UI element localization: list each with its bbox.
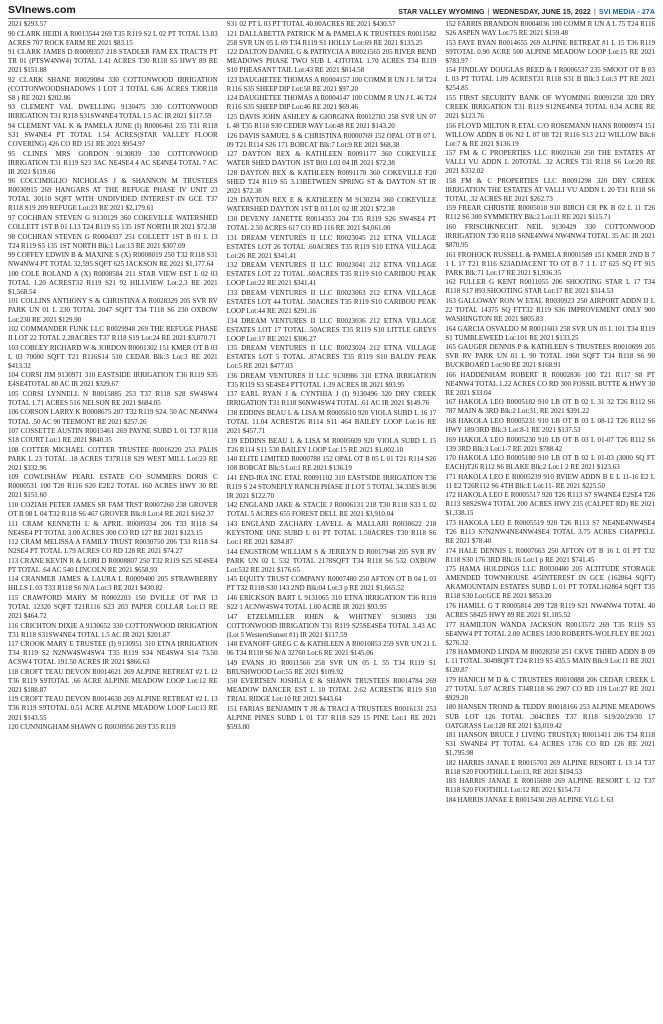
tax-listing-entry: 111 CRAM KENNETH L & APRIL R0009334 206 T33 R118 S4 NE4SE4 PT TOTAL 3.00 ACRES 300 CO RD 127 RE 2021 $123.15: [8, 519, 218, 537]
tax-listing-entry: 100 COLE ROLAND A (X) R0008584 211 STAR VIEW EST L 02 03 TOTAL 1.20 ACREST32 R119 S21 92 HILLVIEW Lot:2,3 RE 2021 $1,568.54: [8, 269, 218, 296]
tax-listing-entry: 142 ENGLAND JAKE & STACIE J R0006131 218 T30 R118 S33 L 02 TOTAL 5 ACRES 655 FOREST DELL RE 2021 $3,910.04: [226, 501, 437, 519]
tax-listing-entry: 101 COLLINS ANTHONY S & CHRISTINA A R0028329 205 SVR RV PARK UN 01 L 230 TOTAL 2047 SQFT T34 T118 S6 230 OXBOW Lot:230 RE 2021 $129.90: [8, 297, 218, 324]
tax-listing-entry: 138 EDDINS BEAU L & LISA M R0005610 920 VIOLA SUBD L 16 17 TOTAL 11.04 ACREST26 R114 S11 464 BAILEY LOOP Lot:16 RE 2021 $457.71: [226, 408, 437, 436]
tax-listing-entry: 155 FIRST SECURITY BANK OF WYOMING R0091258 320 DRY CREEK IRRIGATION T31 R119 S12NE4NE4 TOTAL 0.34 ACRE RE 2021 $123.76: [445, 93, 656, 120]
tax-listing-entry: 128 DAYTON REX & KATHLEEN R0091178 360 COKEVILLE F20 SHED T24 R119 S5 3.13BETWEEN SPRING ST & DAYTON ST IR 2021 $72.38: [226, 168, 437, 195]
tax-listing-entry: 118 CROFT TEAU DEVON R0014621 269 ALPINE RETREAT #2 L 12 T36 R119 S9TOTAL .66 ACRE ALPINE MEADOW LOOP Lot:12 RE 2021 $188.87: [8, 667, 218, 694]
tax-listing-entry: 108 COTTER MICHAEL COTTER TRUSTEE R0016220 253 PALIS PARK L 23 TOTAL .18 ACRES T37R118 S29 WEST MILL Lot:23 RE 2021 $332.96: [8, 445, 218, 472]
tax-listing-entry: 117 CROOK MARY E TRUSTEE (I) 9130951 310 ETNA IRRIGATION T34 R119 S2 N2NW4SW4SW4 T35 R119 S34 NE4SW4 S14 73.50 ACSW4 TOTAL 191.50 ACRES IR 2021 $866.63: [8, 640, 218, 667]
tax-listing-entry: 99 COFFEY EDWIN B & MAXINE S (X) R0008019 250 T32 R118 S31 NW4NW4 PT TOTAL 32,595 SQFT 625 JACKSON RE 2021 $1,177.64: [8, 251, 218, 269]
tax-listing-entry: 110 COZIAH PETER JAMES SR FAM TRST R0007260 238 GROVER OT B 08 L 04 T32 R118 S6 467 GROVER Blk:8 Lot:4 RE 2021 $162.37: [8, 500, 218, 518]
column-3: [445, 20, 655, 1020]
tax-listing-entry: 114 CRANMER JAMES & LAURA L R0009400 205 STRAWBERRY HILLS L 03 T33 R118 S6 N/A Lot:3 RE 2021 $430.82: [8, 575, 218, 593]
tax-listing-entry: 160 FRISCHKNECHT NEIL 9130429 330 COTTONWOOD IRRIGATION T30 R118 S6NE4NW4 NW4NW4 TOTAL 35 AC IR 2021 $870.95: [445, 223, 656, 250]
tax-listing-entry: 147 ETZELMILLER RHEN & WHITNEY 9130893 330 COTTONWOOD IRRIGATION T31 R119 S25SE4SE4 TOTAL 3.43 AC (Lot 5 WesternSunset #1) IR 2021 $117.59: [226, 612, 437, 639]
tax-listing-entry: 145 EQUITY TRUST COMPANY R0007480 250 AFTON OT B 04 L 03 PT T32 R118 S30 143 2ND Blk:04 Lot:3 p RE 2021 $1,665.52: [226, 575, 437, 593]
tax-listing-entry: 183 HARRIS JANAE E R0015698 269 ALPINE RESORT L 12 T37 R118 S20 FOOTHILL Lot:12 RE 2021 $154.73: [445, 777, 656, 795]
tax-listing-entry: 161 FROHOCK RUSSELL & PAMELA R0001589 151 KMER 2ND B 7 1 L 17 T21 R116 S23ADJACENT TO OT B 7 1 L 17 625 SQ FT 915 PARK Blk:71 Lot:17 RE 2021 $1,936.35: [445, 250, 656, 277]
tax-listing-entry: 173 HAKOLA LEO E R0005519 920 T26 R113 S7 NE4NE4NW4SE4 T26 R113 S7N2NW4NE4NW4SE4 TOTAL 3.75 ACRES CHAPPELL RE 2021 $78.40: [445, 519, 656, 546]
tax-listing-entry: 152 FARRIS BRANDON R0004036 100 COMM R UN A L 75 T24 R116 S26 ASPEN WAY Lot:75 RE 2021 $159.48: [445, 20, 656, 38]
tax-listing-entry: 168 HAKOLA LEO R0005231 910 LB OT B 03 L 08-12 T26 R112 S6 HWY 189/3RD Blk:3 Lot:8-1 RE 2021 $137.53: [445, 417, 656, 435]
tax-listing-entry: 174 HALE DENNIS L R0007663 250 AFTON OT B 16 L 01 PT T32 R118 S30 176 3RD Blk:16 Lot:1 p RE 2021 $741.45: [445, 546, 656, 564]
tax-listing-entry: 166 HADDENHAM ROBERT R R0002836 100 T21 R117 S8 PT NE4NW4 TOTAL 1.22 ACRES CO RD 300 FOSSIL BUTTE & HWY 30 RE 2021 $33.04: [445, 370, 656, 397]
tax-listing-entry: 157 FM & C PROPERTIES LLC R0021630 250 THE ESTATES AT VALLI VU ADDN L 20TOTAL .32 ACRES T31 R118 S6 Lot:20 RE 2021 $332.02: [445, 149, 656, 176]
tax-listing-entry: 169 HAKOLA LEO R0005230 910 LB OT B 03 L 01-07 T26 R112 S6 139 3RD Blk:3 Lot:1-7 RE 2021 $788.42: [445, 435, 656, 453]
tax-listing-entry: 124 DAUGHETEE THOMAS A R0004147 100 COMM R UN J L 46 T24 R116 S35 SHEEP DIP Lot:46 RE 2021 $69.46: [226, 94, 437, 112]
tax-listing-entry: 106 CORSON LARRY K R0008675 207 T32 R119 S24. 50 AC NE4NW4 TOTAL .50 AC 90 TEEMONT RE 2021 $257.26: [8, 408, 218, 426]
tax-listing-entry: 150 EVERTSEN JOSHUA E & SHAWN TRUSTEES R0014784 269 MEADOW DANCER EST L 10 TOTAL 2.62 ACREST36 R119 S10 TRIAL RIDGE Lot:10 RE 2021 $443.64: [226, 677, 437, 704]
tax-listing-entry: 156 FLOYD MILTON R ETAL C/O ROSEMANN HANS R0000974 151 WILLOW ADDN B 06 N2 L 07 08 T21 R116 S13 212 WILLOW Blk:6 Lot:7 & RE 2021 $136.19: [445, 121, 656, 148]
tax-listing-entry: 103 COBLEY RICHARD W & JORDON R0001302 151 KMER OT B 03 L 03 70000 SQFT T21 R116S14 510 CEDAR Blk:3 Lot:3 RE 2021 $413.32: [8, 343, 218, 370]
tax-listing-entry: 132 DREAM VENTURES II LLC R0023041 212 ETNA VILLAGE ESTATES LOT 22 TOTAL .60ACRES T35 R119 S10 CARIBOU PEAK LOOP Lot:22 RE 2021 $341.41: [226, 261, 437, 288]
tax-listing-entry: 151 FARIAS BENJAMIN T JR & TRACI A TRUSTEES R0016131 253 ALPINE PINES SUBD L 01 T37 R118 S29 15 PINE Lot:1 RE 2021 $593.80: [226, 704, 437, 732]
tax-listing-entry: 163 GALLOWAY RON W ETAL R0030923 250 AIRPORT ADDN II L 22 TOTAL 14375 SQ FTT32 R119 S36 IMPROVEMENT ONLY 900 WASHINGTON RE 2021 $805.83: [445, 296, 656, 323]
tax-listing-entry: 109 COWLISHAW PEARL ESTATE C/O SUMMERS DORIS C R0000531 100 T20 R116 S20 E2E2 TOTAL 160 ACRES HWY 30 RE 2021 $151.60: [8, 473, 218, 500]
tax-listing-entry: 144 ENGSTROM WILLIAM S & JERILYN D R0017948 205 SVR RV PARK UN 02 L 532 TOTAL 2178SQFT T34 R118 S6 532 OXBOW Lot:532 RE 2021 $176.65: [226, 547, 437, 574]
tax-listing-entry: 115 CRAWFORD MARY M R0002203 150 DVILLE OT PAR 13 TOTAL 12320 SQFT T21R116 S23 203 PAPER COLLAR Lot:13 RE 2021 $464.72: [8, 593, 218, 620]
tax-listing-entry: 158 FM & C PROPERTIES LLC R0091298 320 DRY CREEK IRRIGATION THE ESTATES AT VALLI VU ADDN L 20 T31 R118 S6 TOTAL .32 ACRES RE 2021 $262.73: [445, 176, 656, 203]
tax-listing-entry: 122 DALTON DANIEL G & PATRYCIA A R0021565 205 RIVER BEND MEADOWS PHASE TWO SUB L 43TOTAL 1.70 ACRES T34 R119 S10 PHEASANT TAIL Lot:43 RE 2021 $814.58: [226, 48, 437, 75]
tax-listing-entry: 172 HAKOLA LEO E R0005517 920 T26 R113 S7 SW4NE4 E2SE4 T26 R113 S8S2SW4 TOTAL 200 ACRES HWY 235 (CALPET RD) RE 2021 $1,338.15: [445, 491, 656, 518]
tax-listing-entry: 180 HANSEN TROND & TEDDY R0018166 253 ALPINE MEADOWS SUB LOT 126 TOTAL .304CRES T37 R118 S19/20/29/30 17 OATGRASS Lot:128 RE 2021 $3,019.42: [445, 703, 656, 730]
tax-listing-entry: 140 ELITE LIMITED R0000788 152 OPAL OT B 05 L 01 T21 R114 S26 108 BOBCAT Blk:5 Lot:1 RE 2021 $136.19: [226, 455, 437, 473]
tax-listing-entry: 143 ENGLAND ZACHARY LAVELL & MALLARI R0030622 218 KEYSTONE ONE SUBD L 01 PT TOTAL 1.50ACRES T30 R118 S6 Lot:1 RE 2021 $284.87: [226, 520, 437, 547]
tax-listing-entry: 91 CLARK JAMES D R0009357 218 STADLER FAM EX TRACTS PT TR 01 (PTSW4NW4) TOTAL 1.41 ACRES T30 R118 S5 HWY 89 RE 2021 $151.88: [8, 48, 218, 75]
tax-listing-entry: 178 HAMMOND LINDA M R0028350 251 CKVE THIRD ADDN B 09 L 11 TOTAL 30498QFT T24 R119 S5 435.5 MAIN Blk:9 Lot:11 RE 2021 $120.87: [445, 648, 656, 675]
page-header: [8, 0, 655, 19]
tax-listing-entry: 139 EDDINS BEAU L & LISA M R0005609 920 VIOLA SUBD L 15 T26 R114 S11 530 BAILEY LOOP Lot:15 RE 2021 $1,002.10: [226, 436, 437, 454]
tax-listing-entry: 129 DAYTON REX E & KATHLEEN M 9130234 360 COKEVILLE WATERSHED DAYTON 1ST B 03 L01 02 IR 2021 $72.38: [226, 196, 437, 214]
tax-listing-entry: 167 HAKOLA LEO R0005182 910 LB OT B 02 L 31 32 T26 R112 S6 787 MAIN & 3RD Blk:2 Lot:31, RE 2021 $391.22: [445, 398, 656, 416]
tax-listing-entry: 148 EVANOFF GREG C & KATHLEEN A R0010853 259 SVR UN 21 L 06 T34 R118 S6 N/A 32760 Lot:6 RE 2021 $145.06: [226, 640, 437, 658]
tax-listing-entry: 153 FAYE RYAN R0014655 269 ALPINE RETREAT #1 L 15 T36 R119 S9TOTAL 0.90 ACRE 500 ALPINE MEADOW LOOP Lot:15 RE 2021 $783.97: [445, 38, 656, 65]
tax-listing-entry: 98 COCHRAN STEVEN G R0004337 251 COLLETT 1ST B 01 L 13 T24 R119 S5 135 1ST NORTH Blk:1 Lot:13 RE 2021 $307.09: [8, 232, 218, 250]
paper-name: STAR VALLEY WYOMING: [398, 9, 485, 16]
page-number: SVI MEDIA - 27A: [598, 9, 655, 16]
tax-listing-entry: 149 EVANS JO R0011566 258 SVR UN 05 L 55 T34 R119 S1 BRUSHWOOD Lot:55 RE 2021 $109.92: [226, 658, 437, 676]
tax-listing-entry: 92 CLARK SHANE R0029084 330 COTTONWOOD IRRIGATION (COTTONWOODSHADOWS I LOT 3 TOTAL 6.86 ACRES T30R118 S8 ) RE 2021 $202.86: [8, 75, 218, 102]
tax-listing-entry: 134 DREAM VENTURES II LLC R0023036 212 ETNA VILLAGE ESTATES LOT 17 TOTAL .50ACRES T35 R119 S10 LITTLE GREYS LOOP Lot:17 RE 2021 $306.27: [226, 316, 437, 343]
tax-listing-entry: 127 DAYTON REX & KATHLEEN R0091177 360 COKEVILLE WATER SHED DAYTON 1ST B03 L03 04 IR 2021 $72.38: [226, 150, 437, 168]
tax-listing-entry: 121 DALLABETTA PATRICK M & PAMELA K TRUSTEES R0011582 258 SVR UN 05 L 69 T34 R119 S1 HOLLY Lot:69 RE 2021 $133.25: [226, 29, 437, 47]
tax-listing-entry: 154 FINDLAY DOUGLAS REED & I R0006537 235 SMOOT OT B 03 L 03 PT TOTAL 1.09 ACREST31 R118 S31 B Blk:3 Lot:3 PT RE 2021 $254.85: [445, 66, 656, 93]
tax-listing-entry: 141 END-IRA INC ETAL R0091102 310 EASTSIDE IRRIGATION T36 R119 S 24 STONEFLY RANCH PHASE II LOT 5 TOTAL 34.33ES I0.96 IR 2021 $122.70: [226, 473, 437, 500]
tax-listing-entry: 2021 $293.57: [8, 20, 47, 28]
tax-listing-entry: 165 GAUGER DENNIS P & KATHLEEN S TRUSTEES R0010699 205 SVR RV PARK UN 01 L 90 TOTAL 1960 SQFT T34 R118 S6 90 BUCKBOARD Lot:90 RE 2021 $168.91: [445, 343, 656, 370]
tax-listing-entry: 146 ERICKSON BART L 9131065 310 ETNA IRRIGATION T36 R119 S22 1 ACNW4SW4 TOTAL 1.00 ACRE IR 2021 $93.95: [226, 593, 437, 611]
tax-listing-entry: 159 FREAR CHRISTIE R0005018 910 BIRCH CR PK B 02 L 11 T26 R112 S6 300 SYMMETRY Blk:2 Lot:11 RE 2021 $115.71: [445, 204, 656, 222]
edition-line: STAR VALLEY WYOMING | WEDNESDAY, JUNE 15, 2022 | SVI MEDIA - 27A: [398, 9, 655, 16]
tax-listing-entry: 179 HANICH M D & C TRUSTEES R0010888 206 CEDAR CREEK L 27 TOTAL 5.07 ACRES T34R118 S6 2907 CO RD 119 Lot:27 RE 2021 $929.20: [445, 675, 656, 702]
tax-listing-entry: S31 02 PT L 03 PT TOTAL 40.00ACRES RE 2021 $430.57: [226, 20, 396, 28]
tax-listing-entry: 123 DAUGHETEE THOMAS A R0004157 100 COMM R UN J L 58 T24 R116 S35 SHEEP DIP Lot:58 RE 2021 $97.20: [226, 75, 437, 93]
tax-listing-entry: 93 CLEMENT VAL DWELLING 9130475 330 COTTONWOOD IRRIGATION T31 R118 S31SW4NE4 TOTAL 1.5 AC IR 2021 $117.59: [8, 103, 218, 121]
column-1: [8, 20, 218, 1020]
tax-listing-entry: 181 HANSON BRUCE J LIVING TRUST(X) R0011411 206 T34 R118 S31 SW4NE4 PT TOTAL 6.4 ACRES 1736 CO RD 126 RE 2021 $1,795.98: [445, 731, 656, 758]
delinquent-tax-list: [8, 20, 655, 1020]
tax-listing-entry: 136 DREAM VENTURES II LLC 9130986 310 ETNA IRRIGATION T35 R119 S3 SE4SE4 PTTOTAL 1.39 ACRES IR 2021 $93.95: [226, 371, 437, 389]
tax-listing-entry: 112 CRAM MELISSA A FAMILY TRUST R0030750 206 T33 R118 S4 N2SE4 PT TOTAL 1.79 ACRES CO RD 128 RE 2021 $74.27: [8, 538, 218, 556]
tax-listing-entry: 96 COCCIMIGLIO NICHOLAS J & SHANNON M TRUSTEES R0030915 269 HANGARS AT THE REFUGE PHASE IV UNIT 23 TOTAL 30110 SQFT WITH UNDIVIDED INTEREST IN GCE T37 R118 S19 209 REFUGE Lot:23 RE 2021 $2,179.61: [8, 177, 218, 213]
tax-listing-entry: 126 DAVIS SAMUEL S & CHRISTINA R0000769 152 OPAL OT B 07 L 09 T21 R114 S26 171 BOBCAT Blk:7 Lot:9 RE 2021 $68.38: [226, 131, 437, 149]
tax-listing-entry: 182 HARRIS JANAE E R0015703 269 ALPINE RESORT L 13 14 T37 R118 S20 FOOTHILL Lot:13, RE 2021 $194.53: [445, 758, 656, 776]
tax-listing-entry: 184 HARRIS JANAE E R0015430 269 ALPINE VLG L 63: [445, 795, 614, 804]
column-2: [227, 20, 437, 1020]
tax-listing-entry: 177 HAMILTON WANDA JACKSON R0013572 269 T35 R119 S3 SE4NW4 PT TOTAL 2.00 ACRES 1830 ROBERTS-WOLFLEY RE 2021 $276.32: [445, 620, 656, 647]
tax-listing-entry: 176 HAMILL G T R0005814 209 T28 R119 S21 NW4NW4 TOTAL 40 ACRES 58425 HWY 89 RE 2021 $1,185.52: [445, 601, 656, 619]
tax-listing-entry: 104 CORSI JIM 9130971 310 EASTSIDE IRRIGATION T36 R119 S35 E4SE4TOTAL 80 AC IR 2021 $329.67: [8, 371, 218, 389]
issue-date: WEDNESDAY, JUNE 15, 2022: [492, 9, 591, 16]
tax-listing-entry: 162 FULLER G KENT R0011055 206 SHOOTING STAR L 17 T34 R118 S17 893 SHOOTING STAR Lot:17 RE 2021 $314.53: [445, 278, 656, 296]
tax-listing-entry: 113 CRANE KEVIN R & LORI D R0008807 250 T32 R119 S25 SE4SE4 PT TOTAL .64 AC 540 LINCOLN RE 2021 $658.93: [8, 556, 218, 574]
tax-listing-entry: 119 CROFT TEAU DEVON R0014630 269 ALPINE RETREAT #2 L 13 T36 R119 S9TOTAL 0.51 ACRE ALPINE MEADOW LOOP Lot:13 RE 2021 $143.55: [8, 695, 218, 722]
site-name[interactable]: SVInews.com: [8, 4, 76, 16]
tax-listing-entry: 107 COSSETTE AUSTIN R0015461 269 PAYNE SUBD L 01 T37 R118 S18 COURT Lot:1 RE 2021 $840.35: [8, 427, 218, 445]
tax-listing-entry: 97 COCHRAN STEVEN G 9130129 360 COKEVILLE WATERSHED COLLETT 1ST B 01 L13 T24 R119 S5 135 1ST NORTH IR 2021 $72.38: [8, 213, 218, 232]
tax-listing-entry: 133 DREAM VENTURES II LLC R0023063 212 ETNA VILLAGE ESTATES LOT 44 TOTAL .50ACRES T35 R119 S10 CARIBOU PEAK LOOP Lot:44 RE 2021 $291.16: [226, 288, 437, 315]
tax-listing-entry: 171 HAKOLA LEO E R0005239 910 RVIEW ADDN B E L 11-16 E2 L 11 E2 T26R112 S6 4TH Blk:E Lot:11- RE 2021 $225.50: [445, 472, 656, 490]
tax-listing-entry: 170 HAKOLA LEO R0005180 910 LB OT B 02 L 01-03 (3000 SQ FT EACH)T26 R112 S6 BLAKE Blk:2 Lot:1 2 RE 2021 $123.63: [445, 454, 656, 472]
tax-listing-entry: 137 EARL RYAN J & CYNTHIA J (I) 9130496 320 DRY CREEK IRRIGATION T31 R118 S6NW4SW4 TOTAL .61 AC IR 2021 $149.76: [226, 390, 437, 408]
tax-listing-entry: 95 CLINES MRS GORDON 9130839 330 COTTONWOOD IRRIGATION T31 R119 S23 3AC NE4SE4 4 AC SE4NE4 TOTAL 7 AC IR 2021 $119.66: [8, 149, 218, 176]
tax-listing-entry: 90 CLARK HEIDI A R0013544 269 T35 R119 S2 L 02 PT TOTAL 13.83 ACRES 707 ROCK FARM RE 2021 $83.15: [8, 29, 218, 47]
tax-listing-entry: 130 DEVENY JANETTE R0014353 204 T35 R119 S26 SW4SE4 PT TOTAL 2.50 ACRES 617 CO RD 116 RE 2021 $4,061.00: [226, 214, 437, 233]
tax-listing-entry: 120 CUNNINGHAM SHAWN G R0030956 269 T35 R119: [8, 723, 176, 732]
tax-listing-entry: 102 COMMANDER FUNK LLC R0029948 269 THE REFUGE PHASE II LOT 22 TOTAL 2.28ACRES T37 R118 S19 Lot:24 RE 2021 $3,870.71: [8, 325, 218, 343]
tax-listing-entry: 116 CRICHTON DIXIE A 9130652 330 COTTONWOOD IRRIGATION T31 R118 S31SW4NE4 TOTAL 1.5 AC IR 2021 $201.87: [8, 621, 218, 639]
tax-listing-entry: 131 DREAM VENTURES II LLC R0023045 212 ETNA VILLAGE ESTATES LOT 26 TOTAL .60ACRES T35 R119 S10 ETNA VILLAGE Lot:26 RE 2021 $341.41: [226, 233, 437, 260]
tax-listing-entry: 125 DAVIS JOHN ASHLEY & GIORGINA R0012783 258 SVR UN 07 L 48 T35 R118 S30 CEDER WAY Lot:48 RE 2021 $143.20: [226, 112, 437, 131]
tax-listing-entry: 164 GARCIA OSVALDO M R0011603 258 SVR UN 05 L 101 T34 R119 S1 TUMBLEWEED Lot:101 RE 2021 $133.25: [445, 324, 656, 342]
tax-listing-entry: 175 HAMA HOLDINGS LLC R0030480 205 ALTITUDE STORAGE AMENDED TOWNHOUSE 4/5INTEREST IN GCE (162864 SQFT) AKAMOUNTAIN ESTATES SUBD L 01 PT TOTAL162864 SQFT T35 R118 S30 Lot:GCE RE 2021 $853.20: [445, 565, 656, 601]
tax-listing-entry: 135 DREAM VENTURES II LLC R0023024 212 ETNA VILLAGE ESTATES LOT 5 TOTAL .87ACRES T35 R119 S10 BALDY PEAK Lot:5 RE 2021 $477.03: [226, 344, 437, 371]
tax-listing-entry: 94 CLEMENT VAL K & PAMELA JUNE (I) R0006461 235 T31 R118 S31 SW4NE4 PT TOTAL 1.54 ACRES(STAR VALLEY FLOOR COVERING) 426 CO RD 151 RE 2021 $954.97: [8, 122, 218, 149]
tax-listing-entry: 105 CORSI LYNNELL N R0015885 253 T37 R118 S28 SW4SW4 TOTAL 1.71 ACRES 516 NELSON RE 2021 $684.05: [8, 389, 218, 407]
